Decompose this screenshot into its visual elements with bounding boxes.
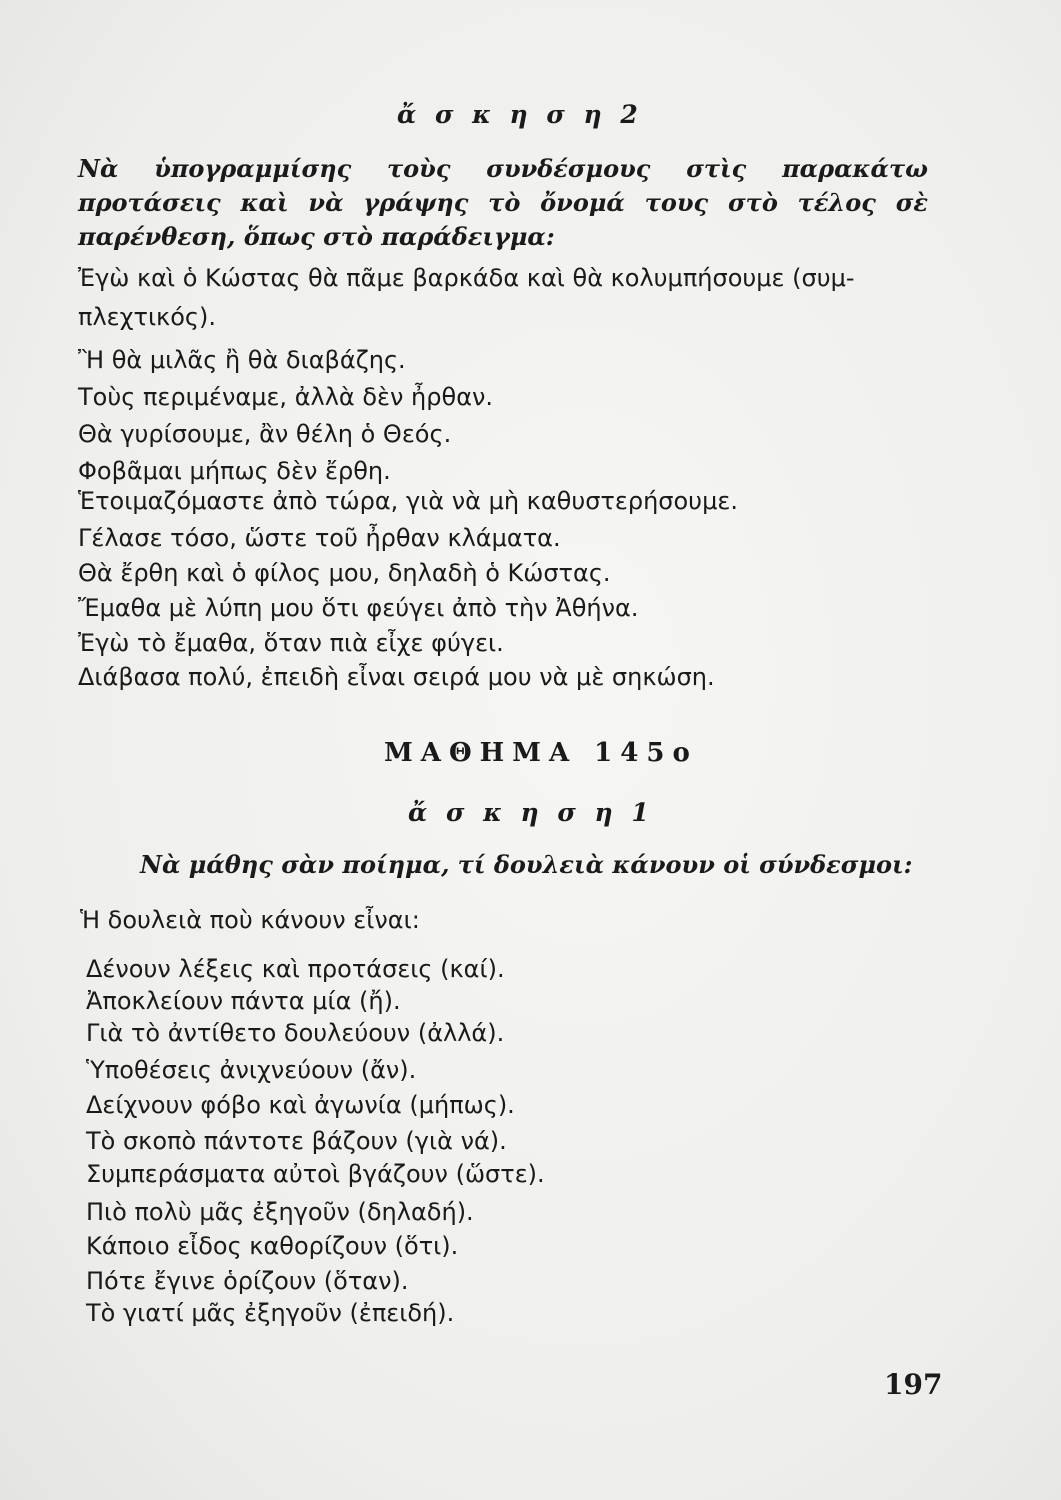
example-line-1: Ἐγὼ καὶ ὁ Κώστας θὰ πᾶμε βαρκάδα καὶ θὰ κολυμπήσουμε (συμ- <box>78 264 855 292</box>
exercise-2-sentence: Ἐγὼ τὸ ἔμαθα, ὅταν πιὰ εἶχε φύγει. <box>78 629 504 657</box>
page-number: 197 <box>884 1368 943 1401</box>
poem-line: Συμπεράσματα αὐτοὶ βγάζουν (ὥστε). <box>86 1160 545 1188</box>
exercise-2-sentence: Θὰ γυρίσουμε, ἂν θέλη ὁ Θεός. <box>78 420 452 448</box>
poem-line: Τὸ σκοπὸ πάντοτε βάζουν (γιὰ νά). <box>86 1127 507 1155</box>
poem-line: Δείχνουν φόβο καὶ ἀγωνία (μήπως). <box>86 1091 515 1119</box>
exercise-2-sentence: Θὰ ἔρθη καὶ ὁ φίλος μου, δηλαδὴ ὁ Κώστας. <box>78 559 611 587</box>
poem-line: Γιὰ τὸ ἀντίθετο δουλεύουν (ἀλλά). <box>86 1019 505 1047</box>
poem-line: Πότε ἔγινε ὁρίζουν (ὅταν). <box>86 1267 409 1295</box>
exercise-2-sentence: Γέλασε τόσο, ὥστε τοῦ ἦρθαν κλάματα. <box>78 524 561 552</box>
exercise-2-instruction: Νὰ ὑπογραμμίσης τοὺς συνδέσμους στὶς παρακάτω προτάσεις καὶ νὰ γράψης τὸ ὄνομά τους στὸ τέλος σὲ παρένθεση, ὅπως στὸ παράδειγμα: <box>78 154 928 251</box>
poem-line: Κάποιο εἶδος καθορίζουν (ὅτι). <box>86 1232 459 1260</box>
exercise-1-heading: ἄ σ κ η σ η 1 <box>408 798 654 827</box>
poem-line: Ὑποθέσεις ἀνιχνεύουν (ἄν). <box>86 1056 417 1084</box>
exercise-2-sentence: Διάβασα πολύ, ἐπειδὴ εἶναι σειρά μου νὰ μὲ σηκώση. <box>78 663 715 691</box>
exercise-1-instruction: Νὰ μάθης σὰν ποίημα, τί δουλειὰ κάνουν οἱ σύνδεσμοι: <box>140 850 913 879</box>
poem-line: Ἀποκλείουν πάντα μία (ἤ). <box>86 987 401 1015</box>
exercise-2-heading: ἄ σ κ η σ η 2 <box>397 100 643 129</box>
exercise-2-sentence: Τοὺς περιμέναμε, ἀλλὰ δὲν ἦρθαν. <box>78 383 494 411</box>
exercise-1-intro: Ἡ δουλειὰ ποὺ κάνουν εἶναι: <box>80 906 420 934</box>
poem-line: Τὸ γιατί μᾶς ἐξηγοῦν (ἐπειδή). <box>86 1299 455 1327</box>
exercise-2-sentence: Φοβᾶμαι μήπως δὲν ἔρθη. <box>78 457 391 485</box>
poem-line: Δένουν λέξεις καὶ προτάσεις (καί). <box>86 955 505 983</box>
lesson-title: ΜΑΘΗΜΑ 145ο <box>384 738 698 768</box>
exercise-2-sentence: Ἔμαθα μὲ λύπη μου ὅτι φεύγει ἀπὸ τὴν Ἀθήνα. <box>78 594 639 622</box>
exercise-2-sentence: Ἑτοιμαζόμαστε ἀπὸ τώρα, γιὰ νὰ μὴ καθυστερήσουμε. <box>78 487 738 515</box>
example-line-2: πλεχτικός). <box>78 303 216 331</box>
poem-line: Πιὸ πολὺ μᾶς ἐξηγοῦν (δηλαδή). <box>86 1198 474 1226</box>
exercise-2-sentence: Ἢ θὰ μιλᾶς ἢ θὰ διαβάζης. <box>78 346 406 374</box>
